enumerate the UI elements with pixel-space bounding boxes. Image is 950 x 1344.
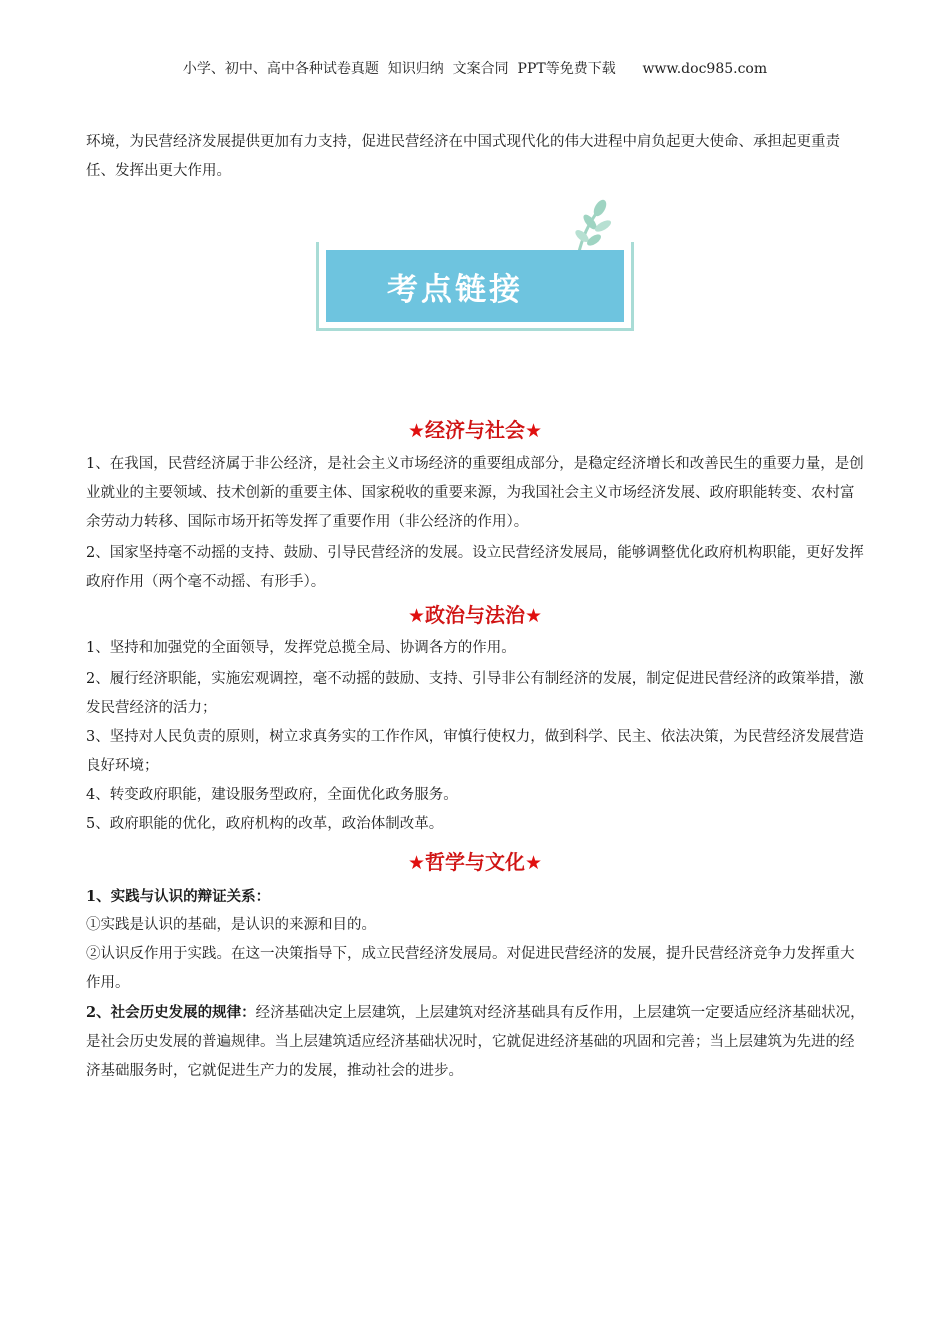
section-title-economy: 经济与社会 <box>425 418 525 442</box>
star-icon: ★ <box>407 420 425 442</box>
star-icon: ★ <box>407 852 425 874</box>
intro-paragraph: 环境，为民营经济发展提供更加有力支持，促进民营经济在中国式现代化的伟大进程中肩负起更大使命、承担起更重责任、发挥出更大作用。 <box>86 134 840 179</box>
list-item-heading: 1、实践与认识的辩证关系： <box>86 888 271 905</box>
economy-list <box>86 450 868 597</box>
list-item: 1、在我国，民营经济属于非公经济，是社会主义市场经济的重要组成部分，是稳定经济增长和改善民生的重要力量，是创业就业的主要领域、技术创新的重要主体、国家税收的重要来源，为我国社会主义市场经济发展、政府职能转变、农村富余劳动力转移、国际市场开拓等发挥了重要作用（非公经济的作用）。 <box>86 456 864 530</box>
star-icon: ★ <box>525 605 543 627</box>
list-item: 3、坚持对人民负责的原则，树立求真务实的工作作风，审慎行使权力，做到科学、民主、依法决策，为民营经济发展营造良好环境； <box>86 729 864 774</box>
list-item: 1、坚持和加强党的全面领导，发挥党总揽全局、协调各方的作用。 <box>86 640 516 656</box>
section-heading-philosophy <box>0 846 950 875</box>
list-item: ②认识反作用于实践。在这一决策指导下，成立民营经济发展局。对促进民营经济的发展，提升民营经济竞争力发挥重大作用。 <box>86 946 855 991</box>
list-item-text: 经济基础决定上层建筑，上层建筑对经济基础具有反作用，上层建筑一定要适应经济基础状况，是社会历史发展的普遍规律。当上层建筑适应经济基础状况时，它就促进经济基础的巩固和完善；当上层建筑为先进的经济基础服务时，它就促进生产力的发展，推动社会的进步。 <box>86 1005 865 1079</box>
list-item: 2、履行经济职能，实施宏观调控，毫不动摇的鼓励、支持、引导非公有制经济的发展，制定促进民营经济的政策举措，激发民营经济的活力； <box>86 671 864 716</box>
star-icon: ★ <box>525 420 543 442</box>
section-title-politics: 政治与法治 <box>425 603 525 627</box>
list-item: ①实践是认识的基础，是认识的来源和目的。 <box>86 917 376 933</box>
page-header: 小学、初中、高中各种试卷真题 知识归纳 文案合同 PPT等免费下载 www.doc985.com <box>182 61 768 77</box>
politics-list <box>86 634 868 839</box>
star-icon: ★ <box>407 605 425 627</box>
list-item: 4、转变政府职能，建设服务型政府，全面优化政务服务。 <box>86 787 458 803</box>
banner-title: 考点链接 <box>387 271 523 308</box>
philosophy-list <box>86 882 868 1086</box>
list-item: 2、国家坚持毫不动摇的支持、鼓励、引导民营经济的发展。设立民营经济发展局，能够调整优化政府机构职能，更好发挥政府作用（两个毫不动摇、有形手）。 <box>86 545 864 590</box>
list-item-heading: 2、社会历史发展的规律： <box>86 1004 256 1021</box>
section-heading-politics <box>0 599 950 628</box>
list-item <box>86 998 868 1086</box>
star-icon: ★ <box>525 852 543 874</box>
banner-box <box>326 250 624 322</box>
section-heading-economy <box>0 414 950 443</box>
list-item: 5、政府职能的优化，政府机构的改革，政治体制改革。 <box>86 816 444 832</box>
section-title-philosophy: 哲学与文化 <box>425 850 525 874</box>
section-banner <box>316 198 634 332</box>
